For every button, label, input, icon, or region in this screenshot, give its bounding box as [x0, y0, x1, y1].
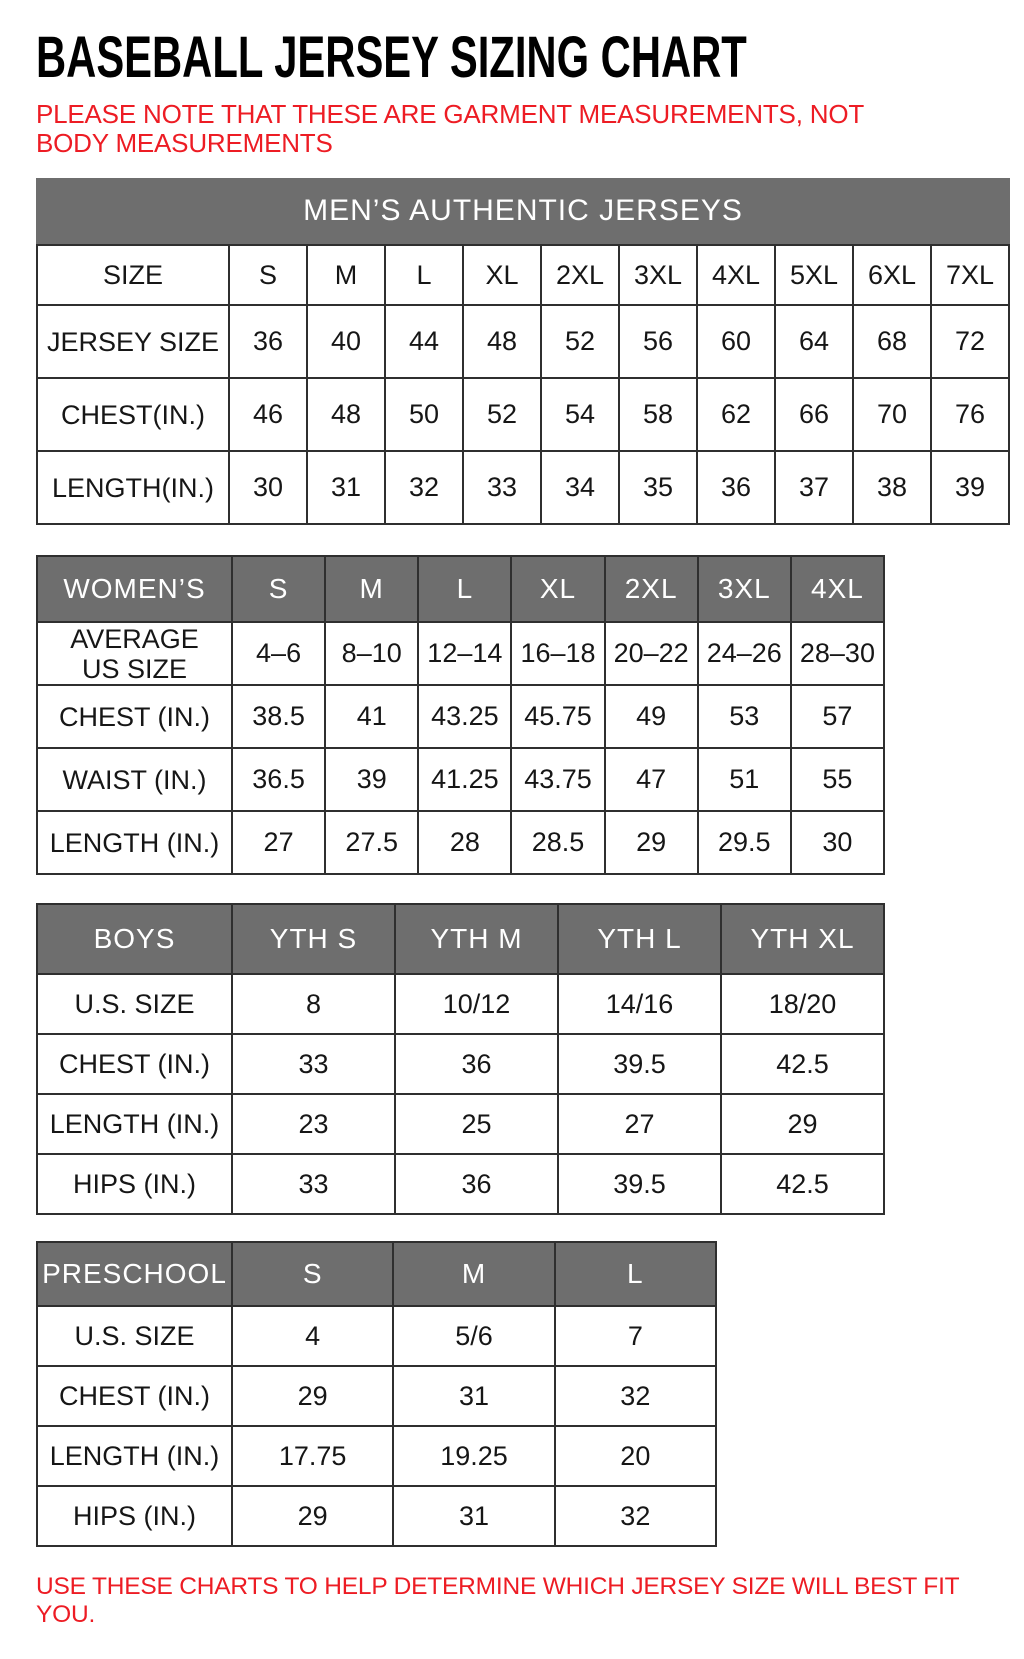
size-value-cell: 52 — [541, 305, 619, 378]
size-value-cell: 35 — [619, 451, 697, 524]
size-value-cell: 53 — [698, 685, 791, 748]
header-row — [37, 1242, 716, 1306]
mens-section-banner — [36, 178, 1010, 244]
size-value-cell: 23 — [232, 1094, 395, 1154]
size-value-cell: 41.25 — [418, 748, 511, 811]
size-value-cell: 4–6 — [232, 622, 325, 685]
row-label: U.S. SIZE — [37, 974, 232, 1034]
row-label: HIPS (IN.) — [37, 1486, 232, 1546]
size-value-cell: 32 — [385, 451, 463, 524]
row-label: AVERAGE US SIZE — [37, 622, 232, 685]
size-value-cell: 51 — [698, 748, 791, 811]
size-value-cell: 28.5 — [511, 811, 604, 874]
size-value-cell: 8–10 — [325, 622, 418, 685]
size-value-cell: 17.75 — [232, 1426, 393, 1486]
table-title-cell: PRESCHOOL — [37, 1242, 232, 1306]
size-value-cell: 42.5 — [721, 1034, 884, 1094]
size-value-cell: 60 — [697, 305, 775, 378]
table-row — [37, 622, 884, 685]
table-row — [37, 811, 884, 874]
size-column-header: S — [232, 556, 325, 622]
size-value-cell: 33 — [232, 1154, 395, 1214]
size-value-cell: 18/20 — [721, 974, 884, 1034]
row-label: LENGTH(IN.) — [37, 451, 229, 524]
page-title-text: BASEBALL JERSEY SIZING CHART — [36, 25, 747, 90]
size-value-cell: 39 — [931, 451, 1009, 524]
table-title-cell: WOMEN’S — [37, 556, 232, 622]
preschool-size-table — [36, 1241, 717, 1547]
size-value-cell: 36 — [395, 1034, 558, 1094]
size-value-cell: 39 — [325, 748, 418, 811]
mens-section-banner-text: MEN’S AUTHENTIC JERSEYS — [303, 194, 743, 227]
size-value-cell: 43.25 — [418, 685, 511, 748]
row-label: U.S. SIZE — [37, 1306, 232, 1366]
size-value-cell: M — [307, 245, 385, 305]
table-row — [37, 685, 884, 748]
table-row — [37, 1034, 884, 1094]
size-value-cell: 33 — [463, 451, 541, 524]
size-value-cell: 30 — [791, 811, 884, 874]
size-value-cell: 47 — [605, 748, 698, 811]
row-label: LENGTH (IN.) — [37, 1426, 232, 1486]
footer-note: USE THESE CHARTS TO HELP DETERMINE WHICH JERSEY SIZE WILL BEST FIT YOU. — [36, 1573, 960, 1628]
size-value-cell: 58 — [619, 378, 697, 451]
size-value-cell: 27.5 — [325, 811, 418, 874]
table-row — [37, 1486, 716, 1546]
size-value-cell: 20–22 — [605, 622, 698, 685]
size-value-cell: 62 — [697, 378, 775, 451]
size-column-header: 2XL — [605, 556, 698, 622]
size-value-cell: 16–18 — [511, 622, 604, 685]
size-value-cell: 34 — [541, 451, 619, 524]
size-value-cell: 48 — [463, 305, 541, 378]
size-column-header: YTH XL — [721, 904, 884, 974]
row-label: SIZE — [37, 245, 229, 305]
size-value-cell: 25 — [395, 1094, 558, 1154]
size-column-header: XL — [511, 556, 604, 622]
table-row — [37, 245, 1009, 305]
size-value-cell: 49 — [605, 685, 698, 748]
size-value-cell: S — [229, 245, 307, 305]
size-value-cell: 2XL — [541, 245, 619, 305]
size-value-cell: 29 — [232, 1486, 393, 1546]
size-value-cell: 42.5 — [721, 1154, 884, 1214]
size-value-cell: 31 — [307, 451, 385, 524]
size-value-cell: 40 — [307, 305, 385, 378]
size-column-header: YTH L — [558, 904, 721, 974]
size-value-cell: 39.5 — [558, 1154, 721, 1214]
header-row — [37, 556, 884, 622]
size-value-cell: 3XL — [619, 245, 697, 305]
size-value-cell: 46 — [229, 378, 307, 451]
size-value-cell: 45.75 — [511, 685, 604, 748]
table-row — [37, 1094, 884, 1154]
size-column-header: S — [232, 1242, 393, 1306]
size-value-cell: 28 — [418, 811, 511, 874]
header-row — [37, 904, 884, 974]
size-value-cell: XL — [463, 245, 541, 305]
size-value-cell: 24–26 — [698, 622, 791, 685]
size-value-cell: 56 — [619, 305, 697, 378]
size-value-cell: 30 — [229, 451, 307, 524]
table-title-cell: BOYS — [37, 904, 232, 974]
size-value-cell: 36 — [395, 1154, 558, 1214]
row-label: WAIST (IN.) — [37, 748, 232, 811]
size-value-cell: 6XL — [853, 245, 931, 305]
size-value-cell: 36 — [229, 305, 307, 378]
size-value-cell: 66 — [775, 378, 853, 451]
size-value-cell: 64 — [775, 305, 853, 378]
row-label: HIPS (IN.) — [37, 1154, 232, 1214]
size-value-cell: 72 — [931, 305, 1009, 378]
size-column-header: YTH S — [232, 904, 395, 974]
size-value-cell: 10/12 — [395, 974, 558, 1034]
size-value-cell: 44 — [385, 305, 463, 378]
size-value-cell: 37 — [775, 451, 853, 524]
size-value-cell: 32 — [555, 1486, 716, 1546]
size-value-cell: 29 — [721, 1094, 884, 1154]
size-column-header: L — [418, 556, 511, 622]
size-value-cell: 4 — [232, 1306, 393, 1366]
size-value-cell: 68 — [853, 305, 931, 378]
size-value-cell: 28–30 — [791, 622, 884, 685]
size-value-cell: 70 — [853, 378, 931, 451]
size-value-cell: 52 — [463, 378, 541, 451]
size-value-cell: 29.5 — [698, 811, 791, 874]
size-column-header: M — [393, 1242, 554, 1306]
size-value-cell: 29 — [605, 811, 698, 874]
row-label: CHEST (IN.) — [37, 1034, 232, 1094]
size-column-header: 3XL — [698, 556, 791, 622]
table-row — [37, 378, 1009, 451]
size-value-cell: 20 — [555, 1426, 716, 1486]
table-row — [37, 1154, 884, 1214]
table-row — [37, 1306, 716, 1366]
table-row — [37, 748, 884, 811]
womens-size-table — [36, 555, 885, 875]
table-row — [37, 305, 1009, 378]
size-value-cell: 5/6 — [393, 1306, 554, 1366]
size-value-cell: 33 — [232, 1034, 395, 1094]
size-value-cell: 55 — [791, 748, 884, 811]
size-value-cell: 31 — [393, 1486, 554, 1546]
size-value-cell: 7XL — [931, 245, 1009, 305]
size-column-header: YTH M — [395, 904, 558, 974]
size-value-cell: 7 — [555, 1306, 716, 1366]
size-value-cell: 19.25 — [393, 1426, 554, 1486]
page-title — [36, 24, 1010, 88]
size-value-cell: 54 — [541, 378, 619, 451]
size-value-cell: 36.5 — [232, 748, 325, 811]
size-value-cell: 27 — [558, 1094, 721, 1154]
table-row — [37, 1366, 716, 1426]
size-value-cell: 48 — [307, 378, 385, 451]
size-value-cell: 12–14 — [418, 622, 511, 685]
size-value-cell: 14/16 — [558, 974, 721, 1034]
size-value-cell: 4XL — [697, 245, 775, 305]
size-value-cell: 50 — [385, 378, 463, 451]
size-column-header: L — [555, 1242, 716, 1306]
row-label: CHEST(IN.) — [37, 378, 229, 451]
size-value-cell: 41 — [325, 685, 418, 748]
row-label: CHEST (IN.) — [37, 685, 232, 748]
size-value-cell: 36 — [697, 451, 775, 524]
boys-size-table — [36, 903, 885, 1215]
size-value-cell: 27 — [232, 811, 325, 874]
table-row — [37, 974, 884, 1034]
size-column-header: 4XL — [791, 556, 884, 622]
row-label: JERSEY SIZE — [37, 305, 229, 378]
row-label: LENGTH (IN.) — [37, 811, 232, 874]
measurement-note: PLEASE NOTE THAT THESE ARE GARMENT MEASUREMENTS, NOT BODY MEASUREMENTS — [36, 99, 864, 158]
size-value-cell: 57 — [791, 685, 884, 748]
size-value-cell: 32 — [555, 1366, 716, 1426]
size-value-cell: 38 — [853, 451, 931, 524]
table-row — [37, 1426, 716, 1486]
size-value-cell: 8 — [232, 974, 395, 1034]
size-value-cell: 38.5 — [232, 685, 325, 748]
size-value-cell: 29 — [232, 1366, 393, 1426]
size-value-cell: L — [385, 245, 463, 305]
size-value-cell: 5XL — [775, 245, 853, 305]
size-value-cell: 31 — [393, 1366, 554, 1426]
size-value-cell: 39.5 — [558, 1034, 721, 1094]
size-column-header: M — [325, 556, 418, 622]
row-label: CHEST (IN.) — [37, 1366, 232, 1426]
size-value-cell: 76 — [931, 378, 1009, 451]
table-row — [37, 451, 1009, 524]
size-value-cell: 43.75 — [511, 748, 604, 811]
mens-size-table — [36, 244, 1010, 525]
row-label: LENGTH (IN.) — [37, 1094, 232, 1154]
